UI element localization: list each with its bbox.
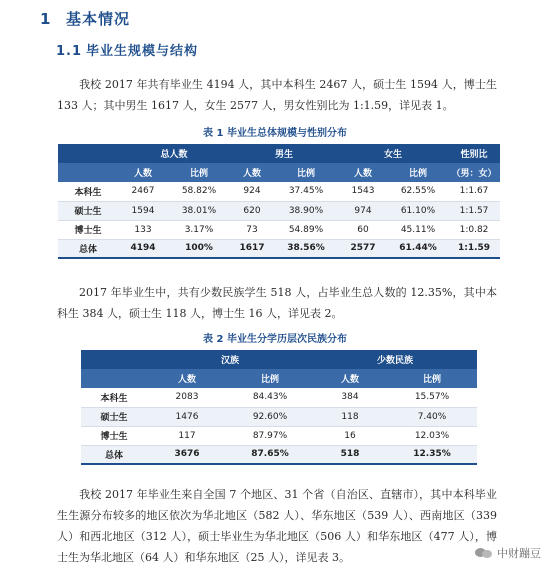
table-cell: 87.65% [227, 445, 313, 464]
table-1-group-header: 性别比 [448, 144, 500, 163]
table-cell: 1:1.67 [448, 182, 500, 201]
table-cell: 1617 [230, 239, 274, 258]
table-1-subheader: 人数 [118, 163, 168, 182]
table-row [58, 220, 500, 239]
table-2-group-header: 少数民族 [313, 350, 477, 369]
table-2-subheader: 人数 [147, 369, 227, 388]
table-row [81, 426, 477, 445]
table-1 [58, 144, 500, 259]
row-label: 博士生 [81, 426, 147, 445]
table-cell: 1476 [147, 407, 227, 426]
table-cell: 3.17% [168, 220, 230, 239]
table-cell: 7.40% [387, 407, 477, 426]
table-1-subheader: 人数 [230, 163, 274, 182]
table-1-group-header: 总人数 [118, 144, 230, 163]
table-cell: 2083 [147, 388, 227, 407]
table-cell: 117 [147, 426, 227, 445]
table-row [81, 407, 477, 426]
table-cell: 38.01% [168, 201, 230, 220]
table-cell: 15.57% [387, 388, 477, 407]
table-1-corner [58, 144, 118, 163]
table-cell: 620 [230, 201, 274, 220]
row-label: 博士生 [58, 220, 118, 239]
table-row [58, 182, 500, 201]
table-2-corner [81, 350, 147, 369]
table-1-group-header: 女生 [338, 144, 448, 163]
table-cell: 73 [230, 220, 274, 239]
table-cell: 974 [338, 201, 388, 220]
section-number: 1 [40, 10, 52, 28]
chat-bubble-icon [475, 546, 493, 560]
table-cell: 60 [338, 220, 388, 239]
row-label: 总体 [58, 239, 118, 258]
subsection-heading [56, 40, 198, 59]
table-cell: 45.11% [388, 220, 448, 239]
table-cell: 61.10% [388, 201, 448, 220]
table-1-corner [58, 163, 118, 182]
table-2-subheader: 人数 [313, 369, 387, 388]
table-cell: 61.44% [388, 239, 448, 258]
row-label: 硕士生 [81, 407, 147, 426]
table-cell: 58.82% [168, 182, 230, 201]
table-cell: 1:0.82 [448, 220, 500, 239]
table-2-subheader: 比例 [227, 369, 313, 388]
table-cell: 38.56% [274, 239, 338, 258]
table-cell: 84.43% [227, 388, 313, 407]
table-cell: 924 [230, 182, 274, 201]
table-cell: 37.45% [274, 182, 338, 201]
table-2 [81, 350, 477, 465]
paragraph-1 [57, 74, 497, 116]
table-cell: 54.89% [274, 220, 338, 239]
watermark [472, 544, 544, 562]
table-row-total [58, 239, 500, 258]
row-label: 硕士生 [58, 201, 118, 220]
table-1-group-header: 男生 [230, 144, 338, 163]
table-cell: 2577 [338, 239, 388, 258]
section-title: 基本情况 [66, 10, 131, 28]
table-cell: 38.90% [274, 201, 338, 220]
table-1-subheader: （男：女） [448, 163, 500, 182]
table-1-subheader: 比例 [274, 163, 338, 182]
table-cell: 3676 [147, 445, 227, 464]
table-cell: 16 [313, 426, 387, 445]
table-cell: 118 [313, 407, 387, 426]
subsection-title: 毕业生规模与结构 [86, 44, 199, 59]
subsection-number: 1.1 [56, 44, 83, 59]
table-row [58, 201, 500, 220]
table-cell: 100% [168, 239, 230, 258]
table-1-subheader: 比例 [388, 163, 448, 182]
table-cell: 12.03% [387, 426, 477, 445]
table-1-subheader: 人数 [338, 163, 388, 182]
paragraph-3-text: 我校 2017 年毕业生来自全国 7 个地区、31 个省（自治区、直辖市），其中本科毕业生生源分布较多的地区依次为华北地区（582 人）、华东地区（539 人）、西南地区（339 人）和西北地区（312 人），硕士毕业生为华北地区（506 人）和华东地区（477 人），博士生为华北地区（64 人）和华东地区（25 人），详见表 3。 [57, 488, 497, 564]
table-2-subheader: 比例 [387, 369, 477, 388]
table-cell: 62.55% [388, 182, 448, 201]
table-cell: 1:1.59 [448, 239, 500, 258]
table-row-total [81, 445, 477, 464]
table-cell: 518 [313, 445, 387, 464]
table-1-subheader: 比例 [168, 163, 230, 182]
table-cell: 1543 [338, 182, 388, 201]
paragraph-1-text: 我校 2017 年共有毕业生 4194 人，其中本科生 2467 人，硕士生 1594 人，博士生 133 人；其中男生 1617 人，女生 2577 人，男女性别比为 1:1.59，详见表 1。 [57, 78, 497, 112]
table-2-caption: 表 2 毕业生分学历层次民族分布 [203, 334, 347, 345]
table-cell: 133 [118, 220, 168, 239]
row-label: 总体 [81, 445, 147, 464]
table-cell: 1:1.57 [448, 201, 500, 220]
table-row [81, 388, 477, 407]
row-label: 本科生 [81, 388, 147, 407]
table-cell: 2467 [118, 182, 168, 201]
paragraph-3 [57, 484, 497, 568]
paragraph-2 [57, 282, 497, 324]
table-cell: 12.35% [387, 445, 477, 464]
paragraph-2-text: 2017 年毕业生中，共有少数民族学生 518 人，占毕业生总人数的 12.35%，其中本科生 384 人，硕士生 118 人，博士生 16 人，详见表 2。 [57, 286, 497, 320]
table-cell: 92.60% [227, 407, 313, 426]
table-2-group-header: 汉族 [147, 350, 313, 369]
table-cell: 1594 [118, 201, 168, 220]
table-1-caption: 表 1 毕业生总体规模与性别分布 [203, 128, 347, 139]
section-heading [40, 8, 130, 29]
watermark-text: 中财蹦豆 [497, 547, 541, 560]
table-cell: 384 [313, 388, 387, 407]
table-cell: 87.97% [227, 426, 313, 445]
table-2-corner [81, 369, 147, 388]
row-label: 本科生 [58, 182, 118, 201]
table-cell: 4194 [118, 239, 168, 258]
